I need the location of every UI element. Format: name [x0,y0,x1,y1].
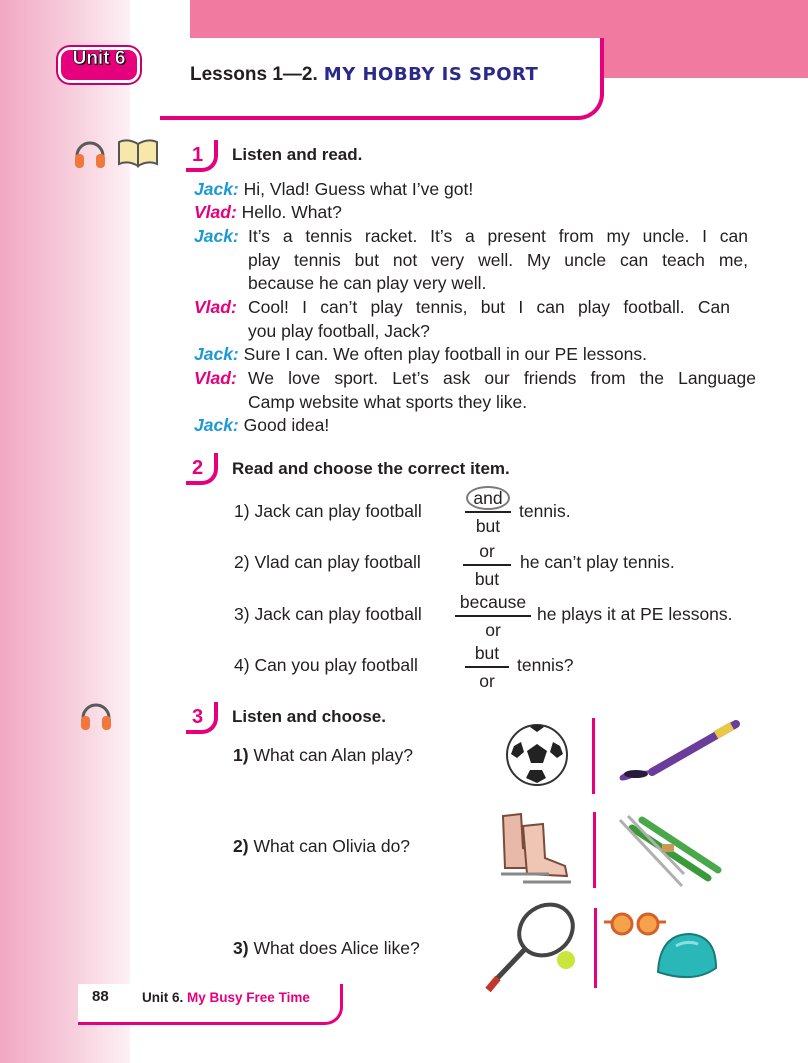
dialogue-text: play tennis but not very well. My uncle can teach me, [248,250,748,270]
exercise-2-number: 2 [186,453,218,485]
choice-3-after: he plays it at PE lessons. [537,604,733,624]
divider [592,718,595,794]
left-decor-band [0,0,130,1063]
dialogue-text: Cool! I can’t play tennis, but I can play football. Can [248,297,730,317]
speaker-vlad: Vlad: [194,368,237,388]
choice-item-3: 3) Jack can play football [234,604,422,624]
exercise-3-number: 3 [186,702,218,734]
dialogue-line [194,367,237,391]
dialogue-line [194,343,647,367]
divider [594,908,597,988]
choice-2-options [463,541,511,589]
dialogue-text: Good idea! [243,415,330,435]
choice-4-options [465,643,509,691]
speaker-jack: Jack: [194,179,239,199]
exercise-3-title: Listen and choose. [232,707,386,726]
choice-item-4: 4) Can you play football [234,655,418,675]
dialogue-line [194,414,329,438]
headphones-icon [72,134,108,175]
choice-item-2: 2) Vlad can play football [234,552,421,572]
option-or[interactable]: or [479,671,495,691]
option-or[interactable]: or [485,620,501,640]
choice-4-after: tennis? [517,655,574,675]
choice-1-after: tennis. [519,501,571,521]
lesson-title [190,64,538,86]
choice-item-1: 1) Jack can play football [234,501,422,521]
question-2: 2) What can Olivia do? [233,836,411,856]
dialogue-text: Hi, Vlad! Guess what I’ve got! [243,179,474,199]
question-1: 1) What can Alan play? [233,745,413,765]
option-but[interactable]: but [474,643,500,663]
dialogue-text: because he can play very well. [248,273,487,293]
dialogue-line [194,225,239,249]
exercise-2-title: Read and choose the correct item. [232,459,510,478]
speaker-jack: Jack: [194,226,239,246]
option-or[interactable]: or [479,541,495,561]
dialogue-line [194,178,473,202]
choice-1-options [465,488,511,536]
option-because[interactable]: because [459,592,527,612]
unit-label: Unit 6 [72,48,126,69]
hockey-stick-image[interactable] [612,720,742,795]
option-but[interactable]: but [475,516,501,536]
speaker-jack: Jack: [194,415,239,435]
ice-skates-image[interactable] [493,810,573,893]
tennis-racket-image[interactable] [480,900,582,1001]
speaker-vlad: Vlad: [194,202,237,222]
dialogue-text: It’s a tennis racket. It’s a present from my uncle. I can [248,226,748,246]
lesson-theme: MY HOBBY IS SPORT [323,64,539,85]
football-image[interactable] [504,722,570,793]
skis-image[interactable] [612,814,722,893]
book-icon [116,136,160,175]
option-and-circled[interactable]: and [466,486,509,510]
dialogue-line [194,296,237,320]
footer-unit: Unit 6. [142,990,184,1005]
dialogue-text: Camp website what sports they like. [248,392,528,412]
speaker-vlad: Vlad: [194,297,237,317]
speaker-jack: Jack: [194,344,239,364]
footer-unit-title: My Busy Free Time [187,990,310,1005]
choice-2-after: he can’t play tennis. [520,552,675,572]
page-number: 88 [92,988,109,1005]
dialogue-text: you play football, Jack? [248,321,430,341]
option-but[interactable]: but [474,569,500,589]
lesson-label: Lessons 1—2. [190,64,318,85]
divider [593,812,596,888]
headphones-icon [78,696,114,737]
question-3: 3) What does Alice like? [233,938,420,958]
dialogue-line [194,201,342,225]
dialogue-text: We love sport. Let’s ask our friends from the Language [248,368,756,388]
dialogue-text: Hello. What? [241,202,342,222]
footer-title [142,990,310,1005]
exercise-1-number: 1 [186,140,218,172]
dialogue-text: Sure I can. We often play football in our PE lessons. [243,344,648,364]
swim-cap-image[interactable] [654,928,720,995]
choice-3-options [455,592,531,640]
exercise-1-title: Listen and read. [232,145,363,164]
